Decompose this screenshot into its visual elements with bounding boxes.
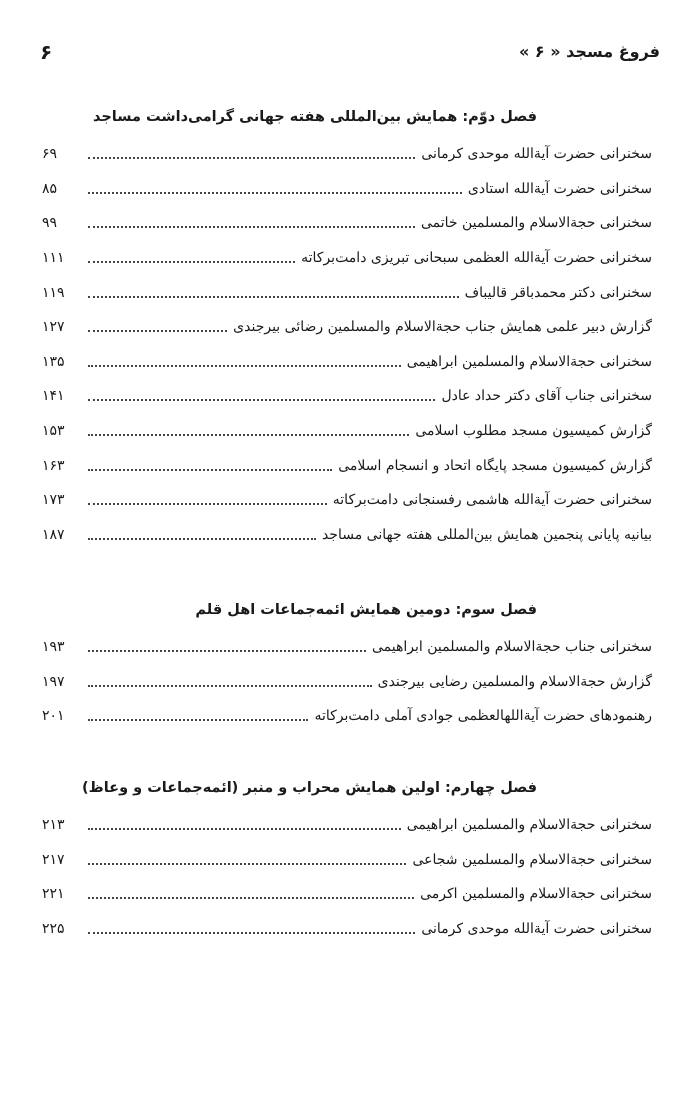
toc-entry	[42, 241, 652, 276]
dot-leader	[88, 259, 295, 263]
dot-leader	[88, 467, 332, 471]
toc-entry	[42, 345, 652, 380]
toc-entry	[42, 379, 652, 414]
toc-entry	[42, 206, 652, 241]
toc-entry-title: سخنرانی حضرت آیةالله استادی	[467, 180, 652, 197]
running-title: فروغ مسجد « ۶ »	[519, 42, 660, 61]
section-title: فصل سوم: دومین همایش ائمه‌جماعات اهل قلم	[195, 602, 537, 618]
toc-entry-title: سخنرانی جناب آقای دکتر حداد عادل	[441, 388, 652, 405]
toc-entry	[42, 518, 652, 553]
toc-entry	[42, 630, 652, 665]
toc-entry-list	[42, 630, 652, 734]
toc-entry-title: گزارش حجةالاسلام والمسلمین رضایی بیرجندی	[377, 673, 652, 690]
dot-leader	[88, 536, 316, 540]
toc-entry-title: رهنمودهای حضرت آیةاللهالعظمی جوادی آملی دامت‌برکاته	[314, 708, 652, 725]
toc-entry-page-number: ۱۹۳	[42, 639, 65, 656]
dot-leader	[88, 224, 415, 228]
toc-entry-title: سخنرانی حجةالاسلام والمسلمین اکرمی	[420, 886, 652, 903]
toc-entry-page-number: ۹۹	[42, 215, 58, 232]
section-title: فصل دوّم: همایش بین‌المللی هفته جهانی گرامی‌داشت مساجد	[92, 109, 537, 125]
dot-leader	[88, 826, 401, 830]
dot-leader	[88, 155, 415, 159]
toc-entry-page-number: ۱۵۳	[42, 423, 65, 440]
toc-section-chapter-4	[42, 768, 652, 946]
toc-entry	[42, 275, 652, 310]
toc-entry-title: سخنرانی حجةالاسلام والمسلمین ابراهیمی	[406, 817, 652, 834]
running-header	[40, 42, 660, 72]
dot-leader	[88, 432, 409, 436]
toc-entry	[42, 483, 652, 518]
toc-entry	[42, 172, 652, 207]
toc-entry	[42, 699, 652, 734]
toc-entry-title: سخنرانی دکتر محمدباقر قالیباف	[464, 284, 652, 301]
toc-section-chapter-2	[42, 97, 652, 552]
toc-entry-title: بیانیه پایانی پنجمین همایش بین‌المللی هفته جهانی مساجد	[321, 526, 652, 543]
page-number: ۶	[40, 40, 53, 64]
toc-entry-page-number: ۱۹۷	[42, 673, 65, 690]
toc-entry-page-number: ۱۲۷	[42, 319, 65, 336]
toc-entry	[42, 808, 652, 843]
toc-entry-page-number: ۸۵	[42, 180, 58, 197]
toc-entry-page-number: ۱۴۱	[42, 388, 65, 405]
dot-leader	[88, 363, 401, 367]
dot-leader	[88, 683, 372, 687]
dot-leader	[88, 895, 414, 899]
dot-leader	[88, 501, 327, 505]
toc-entry-page-number: ۲۲۱	[42, 886, 65, 903]
toc-entry	[42, 843, 652, 878]
toc-entry-page-number: ۶۹	[42, 146, 58, 163]
toc-entry	[42, 310, 652, 345]
toc-entry	[42, 137, 652, 172]
dot-leader	[88, 328, 227, 332]
dot-leader	[88, 930, 415, 934]
dot-leader	[88, 717, 308, 721]
toc-section-chapter-3	[42, 590, 652, 734]
toc-entry-page-number: ۲۱۷	[42, 851, 65, 868]
toc-entry-page-number: ۱۱۱	[42, 250, 65, 267]
toc-entry-title: سخنرانی حجةالاسلام والمسلمین خاتمی	[420, 215, 652, 232]
toc-entry-title: گزارش کمیسیون مسجد مطلوب اسلامی	[415, 423, 652, 440]
toc-entry-title: سخنرانی حضرت آیةالله العظمی سبحانی تبریزی دامت‌برکاته	[301, 250, 652, 267]
dot-leader	[88, 397, 435, 401]
toc-entry-title: سخنرانی حضرت آیةالله هاشمی رفسنجانی دامت‌برکاته	[332, 492, 652, 509]
toc-entry-page-number: ۱۱۹	[42, 284, 65, 301]
toc-entry-title: سخنرانی حجةالاسلام والمسلمین شجاعی	[412, 851, 652, 868]
dot-leader	[88, 861, 406, 865]
toc-entry	[42, 665, 652, 700]
dot-leader	[88, 190, 462, 194]
toc-entry	[42, 877, 652, 912]
toc-entry	[42, 912, 652, 947]
toc-entry-title: سخنرانی حضرت آیةالله موحدی کرمانی	[421, 921, 652, 938]
toc-entry-title: گزارش دبیر علمی همایش جناب حجةالاسلام والمسلمین رضائی بیرجندی	[233, 319, 652, 336]
toc-entry-title: سخنرانی حضرت آیةالله موحدی کرمانی	[421, 146, 652, 163]
toc-entry	[42, 414, 652, 449]
toc-entry-page-number: ۱۶۳	[42, 457, 65, 474]
dot-leader	[88, 294, 459, 298]
toc-entry-page-number: ۲۱۳	[42, 817, 65, 834]
toc-entry-page-number: ۲۰۱	[42, 708, 65, 725]
toc-entry-page-number: ۲۲۵	[42, 921, 65, 938]
dot-leader	[88, 648, 366, 652]
toc-entry-page-number: ۱۸۷	[42, 526, 65, 543]
toc-entry-list	[42, 808, 652, 946]
toc-entry-page-number: ۱۷۳	[42, 492, 65, 509]
section-title: فصل چهارم: اولین همایش محراب و منبر (ائمه‌جماعات و وعاظ)	[82, 780, 537, 796]
toc-entry-title: سخنرانی حجةالاسلام والمسلمین ابراهیمی	[406, 353, 652, 370]
toc-entry-title: گزارش کمیسیون مسجد پایگاه اتحاد و انسجام اسلامی	[338, 457, 652, 474]
toc-entry	[42, 448, 652, 483]
toc-entry-list	[42, 137, 652, 552]
toc-entry-title: سخنرانی جناب حجةالاسلام والمسلمین ابراهیمی	[372, 639, 652, 656]
toc-entry-page-number: ۱۳۵	[42, 353, 65, 370]
